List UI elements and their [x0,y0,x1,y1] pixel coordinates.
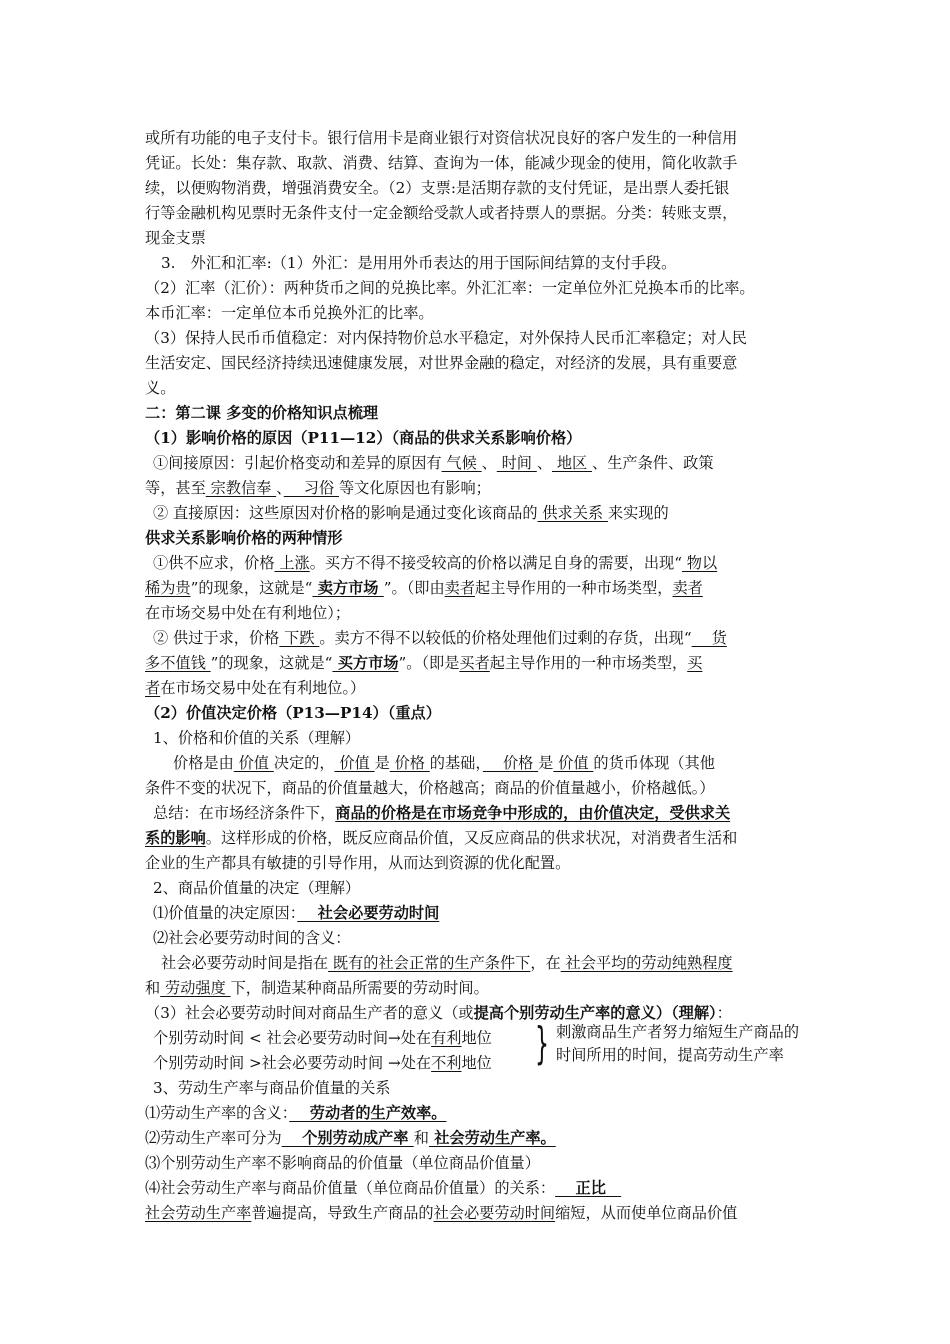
text-span: ② 直接原因：这些原因对价格的影响是通过变化该商品的 [153,504,538,522]
text-span: ，在 [530,954,561,972]
text-line [153,628,727,648]
text-span: 个别劳动时间 < 社会必要劳动时间→处在 [153,1029,432,1047]
text-span: 、 [276,479,284,497]
text-span: 社会必要劳动时间 [297,904,440,922]
text-span: ⑷社会劳动生产率与商品价值量（单位商品价值量）的关系： [145,1179,556,1197]
text-span: ”的现象，这就是“ [190,579,313,597]
text-line [173,753,715,773]
text-line [153,1078,390,1098]
text-span: 个别劳动时间 >社会必要劳动时间 →处在 [153,1054,432,1072]
text-span: 续，以便购物消费，增强消费安全。（2）支票:是活期存款的支付凭证，是出票人委托银 [145,179,730,197]
text-span: 等，甚至 [145,479,206,497]
text-span: ： [716,1004,732,1022]
text-span: 1、价格和价值的关系（理解） [153,729,361,747]
text-line [153,903,439,923]
text-span: 或所有功能的电子支付卡。银行信用卡是商业银行对资信状况良好的客户发生的一种信用 [145,129,738,147]
text-span: 缩短，从而使单位商品价值 [555,1204,738,1222]
text-line [145,778,715,798]
text-span: 下跌 [279,629,320,647]
text-span: 义。 [145,379,176,397]
text-line [153,803,730,823]
text-span: 卖方市场 [312,579,384,597]
text-span: 既有的社会正常的生产条件下 [328,954,531,972]
text-span: ⑵劳动生产率可分为 [145,1129,282,1147]
text-span: 决定的， [273,754,335,772]
text-span: 物以 [681,554,718,572]
text-line [153,453,714,473]
text-line [145,853,570,873]
text-span: 社会必要劳动时间是指在 [161,954,329,972]
text-line [145,653,702,673]
text-span: 3、劳动生产率与商品价值量的关系 [153,1079,391,1097]
text-span: 价值 [233,754,274,772]
text-line [145,1153,540,1173]
text-span: 生活安定、国民经济持续迅速健康发展，对世界金融的稳定，对经济的发展，具有重要意 [145,354,738,372]
side-note-line-2: 时间所用的时间，提高劳动生产率 [556,1046,784,1064]
text-line [145,828,737,848]
text-span: 、 [481,454,497,472]
text-span: 个别劳动成产率 [281,1129,414,1147]
text-span: ⑶个别劳动生产率不影响商品的价值量（单位商品价值量） [145,1154,540,1172]
text-span: 有利 [431,1029,462,1047]
text-span: 二：第二课 多变的价格知识点梳理 [145,404,379,422]
text-span: 的货币体现（其他 [593,754,715,772]
text-span: 地位 [461,1054,492,1072]
text-span: ⑵社会必要劳动时间的含义： [153,929,351,947]
text-span: 等文化原因也有影响； [338,479,491,497]
text-span: 买者 [459,654,490,672]
text-line [145,678,365,698]
text-line [145,1128,556,1148]
text-span: 。买方不得不接受较高的价格以满足自身的需要，出现“ [309,554,682,572]
text-span: （3）社会必要劳动时间对商品生产者的意义（或 [145,1004,474,1022]
text-span: 和 [413,1129,429,1147]
text-line [153,878,360,898]
text-span: ”。（即是 [398,654,460,672]
text-span: 宗教信奉 [205,479,277,497]
text-span: 。卖方不得不以较低的价格处理他们过剩的存货，出现“ [319,629,692,647]
text-span: ⑴劳动生产率的含义： [145,1104,290,1122]
text-span: （2）价值决定价格（P13—P14）（重点） [145,704,441,722]
text-line [153,1053,492,1073]
text-span: 总结：在市场经济条件下， [153,804,336,822]
text-span: 价格 [482,754,539,772]
text-line [145,303,434,323]
text-span: 习俗 [283,479,339,497]
text-span: 本币汇率：一定单位本币兑换外汇的比率。 [145,304,434,322]
text-span: 买方市场 [332,654,399,672]
text-span: 多不值钱 [145,654,211,672]
text-line [145,703,441,723]
text-line [153,728,360,748]
text-span: 社会必要劳动时间 [433,1204,556,1222]
text-span: 者 [145,679,161,697]
text-span: 企业的生产都具有敏捷的引导作用，从而达到资源的优化配置。 [145,854,571,872]
text-line [145,478,491,498]
text-line [153,553,717,573]
text-span: 、生产条件、政策 [592,454,714,472]
text-span: 社会劳动生产率 [145,1204,252,1222]
text-span: 卖者 [672,579,703,597]
text-span: 价格是由 [173,754,234,772]
text-line [145,328,747,348]
text-line [145,428,581,448]
text-span: 现金支票 [145,229,206,247]
text-line [145,1203,737,1223]
text-span: 2、商品价值量的决定（理解） [153,879,361,897]
text-span: 、 [536,454,552,472]
text-span: ② 供过于求，价格 [153,629,280,647]
text-span: 稀为贵 [145,579,191,597]
text-span: ①供不应求，价格 [153,554,275,572]
text-span: 供求关系影响价格的两种情形 [145,529,343,547]
text-span: 在市场交易中处在有利地位）； [145,604,351,622]
text-line [153,928,350,948]
text-span: 在市场交易中处在有利地位。） [160,679,366,697]
text-line [145,153,737,173]
text-span: ⑴价值量的决定原因： [153,904,298,922]
text-span: 下，制造某种商品所需要的劳动时间。 [230,979,489,997]
text-line [145,203,737,223]
text-span: 不利 [431,1054,462,1072]
text-span: 社会劳动生产率。 [428,1129,556,1147]
text-span: ”。（即由 [383,579,445,597]
text-span: 3. 外汇和汇率:（1）外汇：是用用外币表达的用于国际间结算的支付手段。 [161,254,677,272]
brace-symbol: } [535,1018,549,1069]
text-span: 商品的价格是在市场竞争中形成的，由价值决定，受供求关 [335,804,731,822]
text-line [161,253,676,273]
text-span: 凭证。长处：集存款、取款、消费、结算、查询为一体，能减少现金的使用，简化收款手 [145,154,738,172]
text-span: 供求关系 [537,504,608,522]
text-line [145,353,737,373]
text-line [145,1178,621,1198]
text-line [145,178,729,198]
text-span: 价值 [334,754,375,772]
text-span: 劳动者的生产效率。 [289,1104,447,1122]
text-span: 劳动强度 [160,979,231,997]
text-span: 气候 [441,454,482,472]
text-span: 是 [374,754,390,772]
text-span: 是 [538,754,554,772]
text-span: 起主导作用的一种市场类型， [489,654,688,672]
text-line [145,1003,732,1023]
text-span: （2）汇率（汇价）：两种货币之间的兑换比率。外汇汇率：一定单位外汇兑换本币的比率。 [145,279,755,297]
text-span: （1）影响价格的原因（P11—12）（商品的供求关系影响价格） [145,429,582,447]
text-span: 。这样形成的价格，既反应商品价值，又反应商品的供求状况，对消费者生活和 [205,829,738,847]
text-span: 系的影响 [145,829,206,847]
text-span: 和 [145,979,161,997]
text-line [153,1028,492,1048]
text-line [145,128,737,148]
text-line [145,378,175,398]
text-span: 地区 [552,454,593,472]
text-span: 价格 [389,754,430,772]
text-span: ①间接原因：引起价格变动和差异的原因有 [153,454,442,472]
text-span: 条件不变的状况下，商品的价值量越大，价格越高；商品的价值量越小，价格越低。） [145,779,715,797]
text-line [145,603,350,623]
text-line [145,1103,446,1123]
text-span: 来实现的 [607,504,669,522]
text-line [145,403,378,423]
text-line [145,278,755,298]
text-span: 地位 [461,1029,492,1047]
text-span: 起主导作用的一种市场类型， [475,579,673,597]
text-span: 上涨 [274,554,310,572]
text-span: 行等金融机构见票时无条件支付一定金额给受款人或者持票人的票据。分类：转账支票， [145,204,738,222]
text-span: 提高个别劳动生产率的意义）（理解） [473,1004,717,1022]
text-span: 普遍提高，导致生产商品的 [251,1204,434,1222]
text-span: 正比 [555,1179,622,1197]
text-span: 价值 [553,754,594,772]
text-span: 买 [687,654,703,672]
text-line [145,578,703,598]
text-line [145,528,342,548]
text-line [145,228,206,248]
side-note-line-1: 刺激商品生产者努力缩短生产商品的 [556,1023,799,1041]
text-span: ”的现象，这就是“ [210,654,333,672]
text-line [161,953,733,973]
text-span: 卖者 [444,579,476,597]
text-span: 时间 [496,454,537,472]
text-line [153,503,669,523]
text-span: （3）保持人民币币值稳定：对内保持物价总水平稳定，对外保持人民币汇率稳定；对人民 [145,329,747,347]
text-span: 货 [691,629,727,647]
text-line [145,978,489,998]
text-span: 的基础， [429,754,483,772]
text-span: 社会平均的劳动纯熟程度 [560,954,733,972]
